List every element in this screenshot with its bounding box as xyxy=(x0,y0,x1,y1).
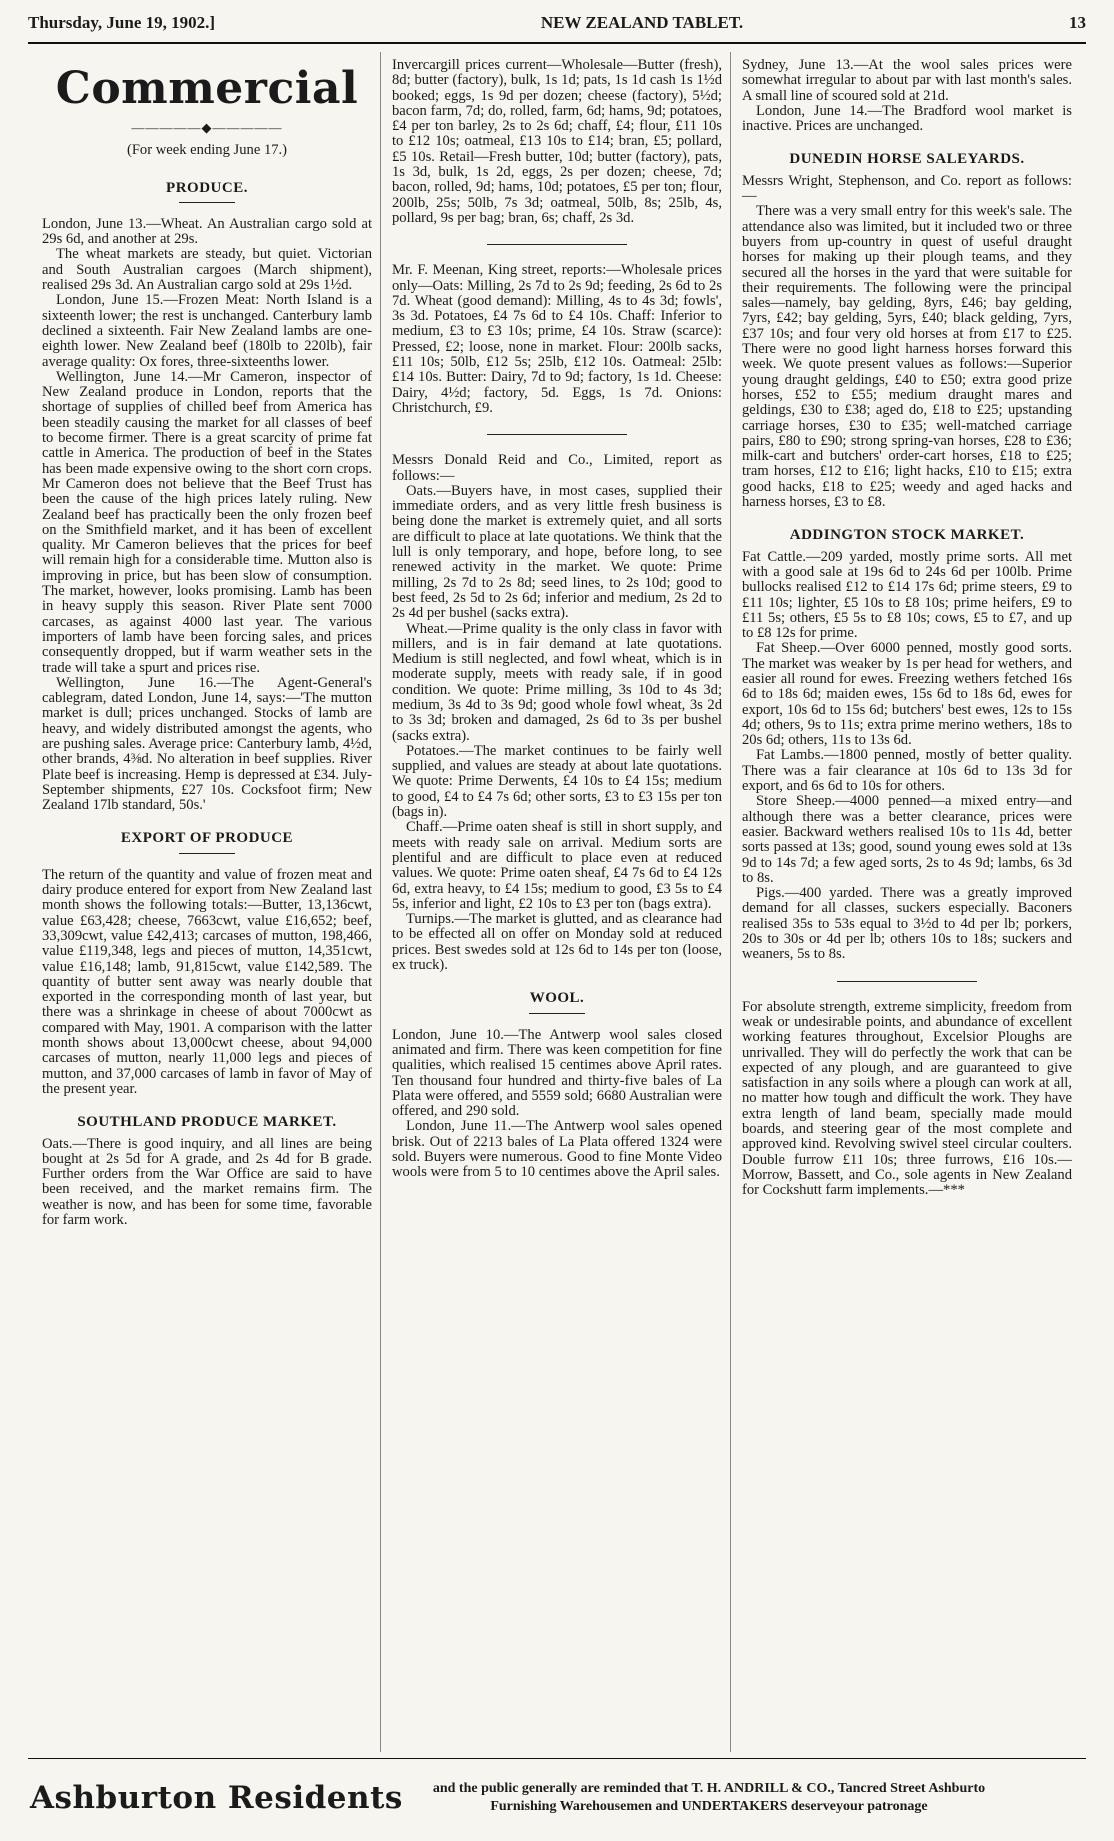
plough-advert: For absolute strength, extreme simplicity, freedom from weak or undesirable points, and abundance of excellent working features throughout, Excelsior Ploughs are unrivalled. They will do perfectly the work that can be expected of any plough, and are guaranteed to give satisfaction in any soils where a plough can work at all, no matter how tough and difficult the work. They have extra length of land beam, specially made mould boards, and steering gear of the most complete and approved kind. Revolving swivel steel circular coulters. Double furrow £11 10s; three furrows, £16 10s.—Morrow, Bassett, and Co., sole agents in New Zealand for Cockshutt farm implements.—*** xyxy=(742,998,1072,1199)
addington-paragraph: Store Sheep.—4000 penned—a mixed entry—and although there was a better clearance, prices were easier. Backward wethers realised 10s to 11s 4d, better sorts passed at 13s; good, sound young ewes sold at 13s 9d to 14s 7d; a few aged sorts, 2s to 4s 9d; lambs, 6s 3d to 8s. xyxy=(742,793,1072,886)
column-2 xyxy=(392,58,722,1181)
wool-paragraph: London, June 11.—The Antwerp wool sales opened brisk. Out of 2213 bales of La Plata offered 1324 were sold. Buyers were numerous. Good to fine Monte Video wools were from 5 to 10 centimes above the April sales. xyxy=(392,1118,722,1181)
week-note: (For week ending June 17.) xyxy=(126,142,288,159)
section-masthead: Commercial xyxy=(55,63,359,114)
wool-paragraph: London, June 10.—The Antwerp wool sales closed animated and firm. There was keen competition for fine qualities, which realised 15 centimes above April rates. Ten thousand four hundred and thirty-five bales of La Plata were offered, and 5559 sold; 6680 Australian were offered, and 290 sold. xyxy=(392,1026,722,1120)
section-separator xyxy=(837,981,977,982)
addington-paragraph: Pigs.—400 yarded. There was a greatly improved demand for all classes, suckers especially. Baconers realised 35s to 53s equal to 3½d to 4d per lb; porkers, 20s to 30s or 4d per lb; others 10s to 18s; suckers and weaners, 5s to 8s. xyxy=(742,885,1072,963)
addington-heading: ADDINGTON STOCK MARKET. xyxy=(789,527,1025,544)
reid-paragraph: Messrs Donald Reid and Co., Limited, report as follows:— xyxy=(392,452,722,484)
reid-paragraph: Potatoes.—The market continues to be fairly well supplied, and values are steady at about late quotations. We quote: Prime Derwents, £4 10s to £4 15s; medium to good, £4 to £4 7s 6d; other sorts, £3 to £3 15s per ton (bags in). xyxy=(392,742,722,821)
masthead-ornament: —————◆————— xyxy=(131,120,283,135)
column-1 xyxy=(42,58,372,1228)
heading-rule xyxy=(529,1013,585,1014)
meenan-report: Mr. F. Meenan, King street, reports:—Wholesale prices only—Oats: Milling, 2s 7d to 2s 9d; feeding, 2s 6d to 2s 7d. Wheat (good demand): Milling, 4s to 4s 3d; fowls', 3s 3d. Potatoes, £4 7s 6d to £4 10s. Chaff: Inferior to medium, £3 to £3 10s; prime, £4 10s. Straw (scarce): Pressed, £2; loose, none in market. Flour: 200lb sacks, £11 10s; 50lb, £12 5s; 25lb, £12 10s. Oatmeal: 25lb: £14 10s. Butter: Dairy, 7d to 9d; factory, 1s 1d. Cheese: Dairy, 4½d; factory, 5d. Eggs, 1s 7d. Onions: Christchurch, £9. xyxy=(392,262,722,416)
invercargill-prices: Invercargill prices current—Wholesale—Butter (fresh), 8d; butter (factory), bulk, 1s 1d; pats, 1s 1d cash 1s 1½d booked; eggs, 1s 9d per dozen; cheese (factory), 5½d; bacon farm, 7d; do, rolled, farm, 6d; hams, 9d; potatoes, £4 per ton barley, 2s to 2s 6d; chaff, £4; flour, £11 10s to £12 10s; oatmeal, £13 10s to £14; bran, £5; pollard, £5 10s. Retail—Fresh butter, 10d; butter (factory), pats, 1s 3d, bulk, 1s 2d, eggs, 2s per dozen; cheese, 7d; bacon, rolled, 9d; hams, 10d; potatoes, £5 per ton; flour, 200lb, 25s; 50lb, 7s 3d; oatmeal, 50lb, 8s; 25lb, 4s, pollard, 9s per bag; bran, 6s; chaff, 2s 3d. xyxy=(392,57,722,226)
header-rule xyxy=(28,42,1086,44)
addington-paragraph: Fat Cattle.—209 yarded, mostly prime sorts. All met with a good sale at 19s 6d to 24s 6d per 100lb. Prime bullocks realised £12 to £14 17s 6d; prime steers, £9 to £11 10s; lighter, £5 10s to £8 10s; prime heifers, £9 to £11 5s; others, £5 5s to £8 10s; cows, £5 to £7, and up to £8 12s for prime. xyxy=(742,548,1072,642)
addington-paragraph: Fat Lambs.—1800 penned, mostly of better quality. There was a fair clearance at 10s 6d to 13s 3d for export, and 6s 6d to 10s for others. xyxy=(742,747,1072,795)
wool-paragraph: Sydney, June 13.—At the wool sales prices were somewhat irregular to about par with last month's sales. A small line of scoured sold at 21d. xyxy=(742,57,1072,104)
dunedin-paragraph: Messrs Wright, Stephenson, and Co. report as follows:— xyxy=(742,172,1072,205)
wool-paragraph: London, June 14.—The Bradford wool market is inactive. Prices are unchanged. xyxy=(742,102,1072,135)
produce-paragraph: London, June 13.—Wheat. An Australian cargo sold at 29s 6d, and another at 29s. xyxy=(42,215,372,248)
footer-rule xyxy=(28,1758,1086,1759)
dunedin-heading: DUNEDIN HORSE SALEYARDS. xyxy=(789,151,1025,168)
heading-rule xyxy=(179,853,235,854)
section-separator xyxy=(487,434,627,435)
footer-advert xyxy=(30,1770,1084,1826)
column-3 xyxy=(742,58,1072,1198)
addington-paragraph: Fat Sheep.—Over 6000 penned, mostly good sorts. The market was weaker by 1s per head for wethers, and easier all round for ewes. Freezing wethers fetched 16s 6d to 18s 6d; maiden ewes, 15s 6d to 18s 6d, ewes for export, 10s 6d to 15s 6d; butchers' best ewes, 12s to 15s 4d; others, 9s to 11s; extra prime merino wethers, 18s to 20s 6d; others, 11s to 13s 6d. xyxy=(742,640,1072,749)
wool-heading: WOOL. xyxy=(529,990,585,1007)
footer-text xyxy=(433,1780,985,1816)
produce-paragraph: The wheat markets are steady, but quiet. Victorian and South Australian cargoes (March shipment), realised 29s 3d. An Australian cargo sold at 29s 1½d. xyxy=(42,246,372,294)
issue-date: Thursday, June 19, 1902.] xyxy=(28,13,216,32)
page-header xyxy=(28,8,1086,38)
export-heading: EXPORT OF PRODUCE xyxy=(120,830,294,847)
reid-paragraph: Chaff.—Prime oaten sheaf is still in short supply, and meets with ready sale on arrival. Medium sorts are plentiful and are difficult to place even at reduced values. We quote: Prime oaten sheaf, £4 7s 6d to £4 12s 6d, extra heavy, to £4 15s; medium to good, £3 5s to £4 5s, inferior and light, £2 10s to £3 per ton (bags extra). xyxy=(392,819,722,912)
produce-paragraph: London, June 15.—Frozen Meat: North Island is a sixteenth lower; the rest is unchanged. Canterbury lamb declined a sixteenth. Fair New Zealand lambs are one-eighth lower. New Zealand beef (180lb to 220lb), fair average quality: Ox fores, three-sixteenths lower. xyxy=(42,292,372,370)
southland-paragraph: Oats.—There is good inquiry, and all lines are being bought at 2s 5d for A grade, and 2s 4d for B grade. Further orders from the War Office are said to have been received, and the market remains firm. The weather is now, and has been for some time, favorable for farm work. xyxy=(42,1135,372,1228)
paper-title: NEW ZEALAND TABLET. xyxy=(540,13,744,32)
reid-paragraph: Wheat.—Prime quality is the only class in favor with millers, and is in fair demand at late quotations. Medium is still neglected, and fowl wheat, which is in moderate supply, meets with ready sale, if in good condition. We quote: Prime milling, 3s 10d to 4s 3d; medium, 3s 4d to 3s 9d; good whole fowl wheat, 3s 2d to 3s 3d; broken and damaged, 2s 6d to 3s per bushel (sacks extra). xyxy=(392,620,722,744)
southland-heading: SOUTHLAND PRODUCE MARKET. xyxy=(77,1114,337,1131)
column-divider xyxy=(730,52,731,1752)
footer-line: and the public generally are reminded that T. H. ANDRILL & CO., Tancred Street Ashburto xyxy=(432,1781,986,1796)
page-number: 13 xyxy=(1069,13,1086,32)
footer-line: Furnishing Warehousemen and UNDERTAKERS deserveyour patronage xyxy=(490,1799,928,1814)
reid-paragraph: Turnips.—The market is glutted, and as clearance had to be effected all on offer on Monday sold at reduced prices. Best swedes sold at 12s 6d to 14s per ton (loose, ex truck). xyxy=(392,911,722,974)
produce-heading: PRODUCE. xyxy=(166,179,248,196)
reid-paragraph: Oats.—Buyers have, in most cases, supplied their immediate orders, and as very little fresh business is being done the market is extremely quiet, and all sorts are difficult to place at late quotations. We think that the lull is only temporary, and hope, before long, to see renewed activity in the market. We quote: Prime milling, 2s 7d to 2s 8d; seed lines, to 2s 10d; good to best feed, 2s 5d to 2s 6d; inferior and medium, 2s 2d to 2s 4d per bushel (sacks extra). xyxy=(392,482,722,622)
section-separator xyxy=(487,244,627,245)
produce-paragraph: Wellington, June 14.—Mr Cameron, inspector of New Zealand produce in London, reports that the shortage of supplies of chilled beef from America has been steadily causing the market for all classes of beef to become firmer. There is a great scarcity of prime fat cattle in America. The production of beef in the States has been made expensive owing to the short corn crops. Mr Cameron does not believe that the Beef Trust has been the cause of the high prices lately ruling. New Zealand beef has practically been the only frozen beef on the Smithfield market, and it has been of excellent quality. Mr Cameron believes that the prices for beef will remain high for a considerable time. Mutton also is improving in price, but has been slow of consumption. The market, however, looks promising. Lamb has been in heavy supply this season. River Plate sent 7000 carcases, as against 4000 last year. The various importers of lamb have been forcing sales, and prices consequently dropped, but if warm weather sets in the trade will take a spurt and prices rise. xyxy=(42,368,372,676)
export-paragraph: The return of the quantity and value of frozen meat and dairy produce entered for export from New Zealand last month shows the following totals:—Butter, 13,136cwt, value £63,428; cheese, 7663cwt, value £16,652; beef, 33,309cwt, value £42,413; carcases of mutton, 198,466, value £119,348, legs and pieces of mutton, 14,351cwt, value £16,148; lamb, 91,815cwt, value £142,589. The quantity of butter sent away was nearly double that exported in the corresponding month of last year, but there was a shrinkage in cheese of about 7000cwt as compared with May, 1901. A comparison with the latter month shows about 13,000cwt cheese, about 94,000 carcases of mutton, nearly 11,000 legs and pieces of mutton, and 37,000 carcases of lamb in favor of May of the present year. xyxy=(42,866,372,1097)
footer-brand: Ashburton Residents xyxy=(30,1780,403,1816)
heading-rule xyxy=(179,202,235,203)
dunedin-paragraph: There was a very small entry for this week's sale. The attendance also was limited, but it included two or three buyers from up-country in quest of useful draught horses for making up their plough teams, and they secured all the horses in the yard that were suitable for their requirements. The following were the principal sales—namely, bay gelding, 8yrs, £46; bay gelding, 7yrs, £42; bay gelding, 5yrs, £40; black gelding, 7yrs, £37 10s; and four very old horses at from £17 to £25. There were no good light harness horses forward this week. We quote present values as follows:—Superior young draught geldings, £40 to £50; extra good prize horses, £52 to £55; medium draught mares and geldings, £30 to £38; aged do, £18 to £25; upstanding carriage horses, £30 to £35; well-matched carriage pairs, £80 to £90; strong spring-van horses, £28 to £36; milk-cart and butchers' order-cart horses, £18 to £25; tram horses, £12 to £16; light hacks, £10 to £15; extra good hacks, £18 to £25; weedy and aged hacks and harness horses, £3 to £8. xyxy=(742,203,1072,511)
column-divider xyxy=(380,52,381,1752)
produce-paragraph: Wellington, June 16.—The Agent-General's cablegram, dated London, June 14, says:—'The mutton market is dull; prices unchanged. Stocks of lamb are heavy, and widely distributed amongst the agents, who are pushing sales. Average price: Canterbury lamb, 4½d, other brands, 4⅜d. No alteration in beef supplies. River Plate beef is increasing. Hemp is depressed at £34. July-September shipments, £27 10s. Cocksfoot firm; New Zealand 17lb standard, 50s.' xyxy=(42,674,373,814)
